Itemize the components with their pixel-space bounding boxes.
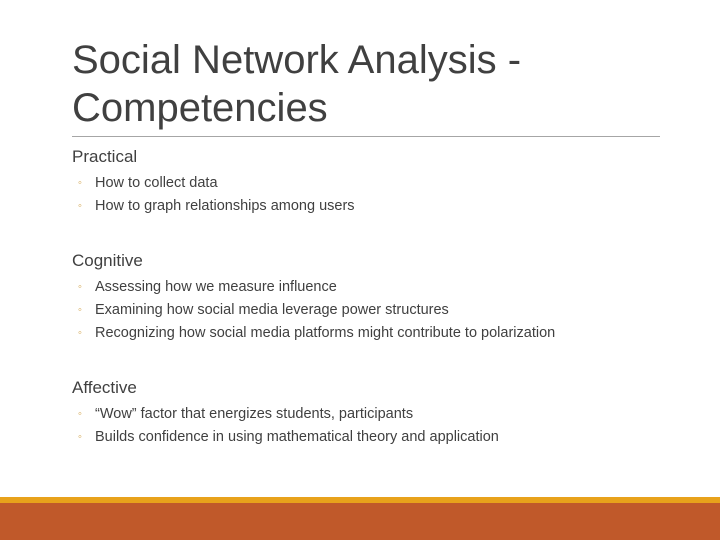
list-item [78,426,672,449]
section-heading: Practical [72,147,138,166]
slide-content [72,146,672,449]
list-item [78,322,672,345]
list-item [78,403,672,426]
slide-title-line-1: Social Network Analysis - [72,38,522,82]
title-divider [72,136,660,137]
list-item [78,299,672,322]
bullet-icon: ◦ [78,304,82,316]
slide-title-line-2: Competencies [72,86,328,130]
bullet-list [72,172,672,218]
list-item-text: How to collect data [95,175,218,191]
section-heading: Affective [72,378,137,397]
list-item [78,172,672,195]
list-item-text: Builds confidence in using mathematical theory and application [95,429,499,445]
bullet-icon: ◦ [78,408,82,420]
bullet-list [72,276,672,345]
bullet-list [72,403,672,449]
list-item [78,276,672,299]
list-item-text: How to graph relationships among users [95,198,355,214]
slide-title [72,36,672,132]
section-practical [72,146,672,218]
list-item [78,195,672,218]
bullet-icon: ◦ [78,200,82,212]
section-heading: Cognitive [72,251,143,270]
bullet-icon: ◦ [78,327,82,339]
footer-bar [0,503,720,540]
bullet-icon: ◦ [78,281,82,293]
bullet-icon: ◦ [78,431,82,443]
section-affective [72,377,672,449]
list-item-text: Assessing how we measure influence [95,279,337,295]
bullet-icon: ◦ [78,177,82,189]
list-item-text: “Wow” factor that energizes students, participants [95,406,414,422]
list-item-text: Examining how social media leverage power structures [95,302,449,318]
section-cognitive [72,250,672,345]
list-item-text: Recognizing how social media platforms might contribute to polarization [95,325,556,341]
